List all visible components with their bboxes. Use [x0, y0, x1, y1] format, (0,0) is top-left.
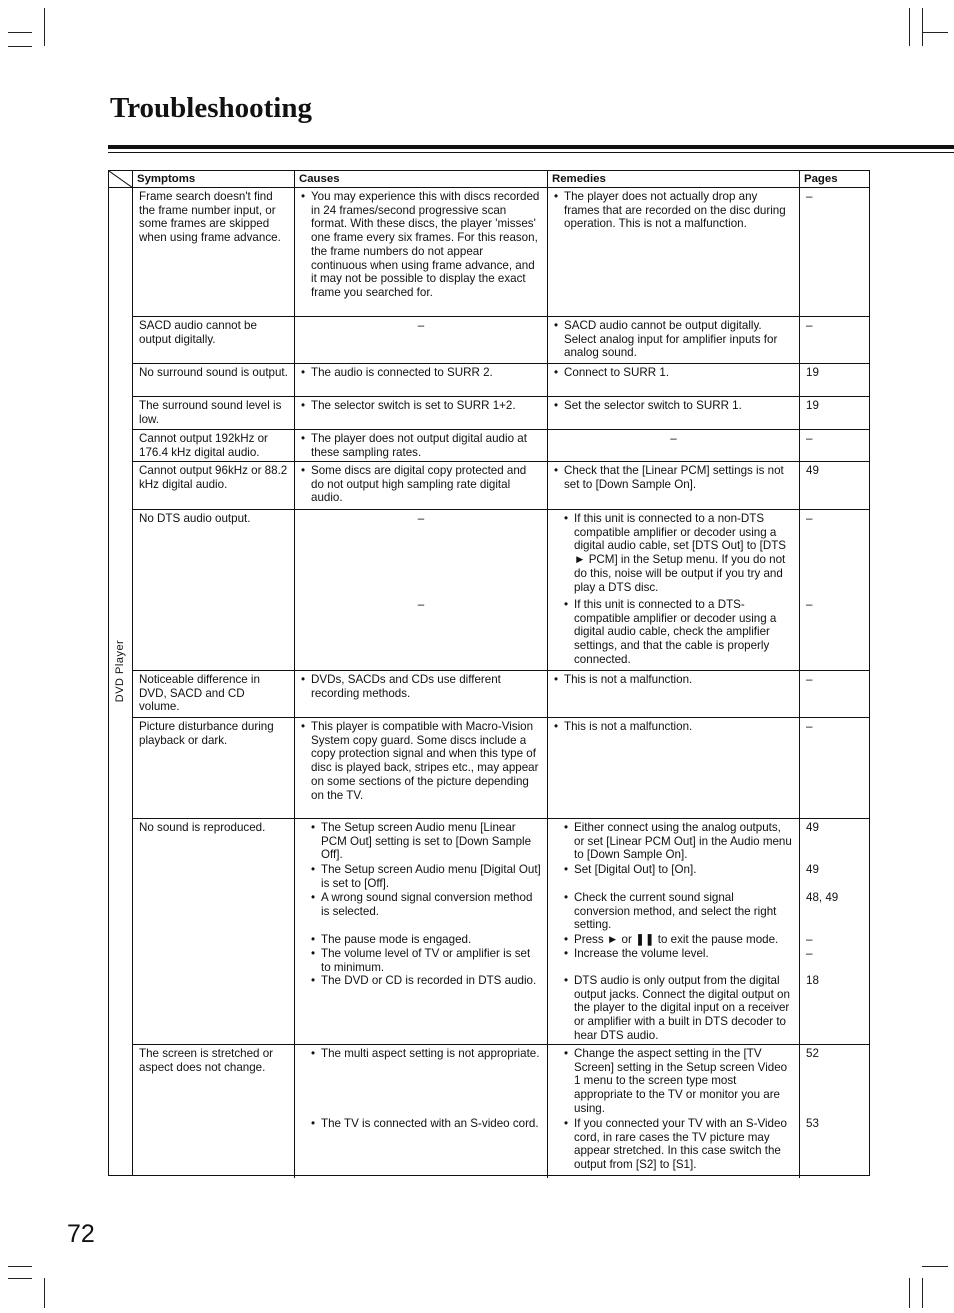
- page-ref: 49: [806, 863, 819, 876]
- page-ref: 19: [806, 399, 819, 412]
- bullet-item: • The player does not output digital audio at these sampling rates.: [301, 432, 541, 459]
- bullet-item: • If you connected your TV with an S-Video cord, in rare cases the TV picture may appear stretched. In this case switch the output from [S2] to [S1].: [564, 1117, 793, 1172]
- page-ref: –: [806, 673, 813, 686]
- bullet-item: • Connect to SURR 1.: [554, 366, 793, 380]
- bullet-item: • If this unit is connected to a DTS-compatible amplifier or decoder using a digital audio cable, check the amplifier settings, and that the cable is properly connected.: [564, 598, 793, 667]
- causes-cell: [294, 462, 547, 509]
- table-grid: [133, 171, 869, 1178]
- bullet-item: • The selector switch is set to SURR 1+2.: [301, 399, 541, 413]
- crop-mark: [8, 46, 32, 47]
- crop-mark: [8, 32, 32, 33]
- causes-cell: [294, 671, 547, 717]
- empty-dash: –: [417, 598, 425, 611]
- crop-mark: [44, 1278, 45, 1308]
- remedies-cell: [547, 462, 799, 509]
- empty-dash: –: [670, 432, 677, 445]
- pages-cell: [799, 1045, 869, 1178]
- corner-diagonal: [109, 171, 133, 188]
- table-row: [133, 718, 869, 819]
- bullet-item: • Increase the volume level.: [564, 947, 793, 961]
- bullet-item: • This is not a malfunction.: [554, 720, 793, 734]
- causes-cell: [294, 317, 547, 363]
- page-ref: 52: [806, 1047, 819, 1060]
- empty-dash: –: [417, 512, 425, 525]
- causes-cell: [294, 819, 547, 1044]
- bullet-item: • A wrong sound signal conversion method is selected.: [311, 891, 541, 918]
- page-ref: –: [806, 512, 813, 525]
- bullet-item: • The audio is connected to SURR 2.: [301, 366, 541, 380]
- pages-cell: [799, 317, 869, 363]
- remedies-cell: [547, 718, 799, 818]
- bullet-item: • The volume level of TV or amplifier is set to minimum.: [311, 947, 541, 974]
- page-ref: –: [806, 190, 813, 203]
- bullet-item: • Some discs are digital copy protected and do not output high sampling rate digital audio.: [301, 464, 541, 505]
- header-causes: Causes: [294, 171, 547, 187]
- remedies-cell: [547, 317, 799, 363]
- page-ref: –: [806, 432, 813, 445]
- page-title: Troubleshooting: [110, 92, 312, 124]
- title-rule: [108, 145, 954, 149]
- bullet-item: • This player is compatible with Macro-Vision System copy guard. Some discs include a copy protection signal and when this type of disc is played back, stripes etc., may appear on some sections of the picture depending on the TV.: [301, 720, 541, 802]
- remedies-cell: [547, 188, 799, 316]
- crop-mark: [922, 1266, 948, 1267]
- symptom-cell: Frame search doesn't find the frame number input, or some frames are skipped when using frame advance.: [139, 190, 281, 245]
- causes-cell: [294, 1045, 547, 1178]
- troubleshooting-table: [108, 170, 870, 1176]
- bullet-item: • The Setup screen Audio menu [Digital Out] is set to [Off].: [311, 863, 541, 890]
- symptom-cell: The surround sound level is low.: [139, 399, 282, 426]
- remedies-cell: [547, 430, 799, 462]
- crop-mark: [8, 1266, 32, 1267]
- crop-mark: [8, 1278, 32, 1279]
- remedies-cell: [547, 397, 799, 429]
- remedies-cell: [547, 1045, 799, 1178]
- page-ref: 49: [806, 464, 819, 477]
- pages-cell: [799, 430, 869, 462]
- page-ref: 18: [806, 974, 819, 987]
- remedies-cell: [547, 671, 799, 717]
- crop-mark: [922, 1278, 923, 1308]
- bullet-item: • Either connect using the analog outputs, or set [Linear PCM Out] in the Audio menu to [Down Sample On].: [564, 821, 793, 862]
- causes-cell: [294, 430, 547, 462]
- bullet-item: • SACD audio cannot be output digitally. Select analog input for amplifier inputs for analog sound.: [554, 319, 793, 360]
- page-number: 72: [67, 1220, 95, 1248]
- page-ref: –: [806, 720, 813, 733]
- empty-dash: –: [417, 319, 425, 332]
- causes-cell: [294, 510, 547, 670]
- crop-mark: [44, 8, 45, 46]
- bullet-item: • Check that the [Linear PCM] settings is not set to [Down Sample On].: [554, 464, 793, 491]
- pages-cell: [799, 819, 869, 1044]
- page-ref: 53: [806, 1117, 819, 1130]
- pages-cell: [799, 462, 869, 509]
- symptom-cell: Noticeable difference in DVD, SACD and CD volume.: [139, 673, 260, 714]
- bullet-item: • DVDs, SACDs and CDs use different recording methods.: [301, 673, 541, 700]
- pages-cell: [799, 510, 869, 670]
- symptom-cell: No sound is reproduced.: [139, 821, 266, 834]
- page-ref: 19: [806, 366, 819, 379]
- section-column: [109, 171, 133, 1175]
- title-rule-thin: [108, 152, 954, 153]
- bullet-item: • Set the selector switch to SURR 1.: [554, 399, 793, 413]
- table-row: [133, 819, 869, 1045]
- bullet-item: • DTS audio is only output from the digital output jacks. Connect the digital output on the player to the digital input on a receiver or amplifier with a built in DTS decoder to hear DTS audio.: [564, 974, 793, 1043]
- symptom-cell: Cannot output 96kHz or 88.2 kHz digital audio.: [139, 464, 288, 491]
- table-header-row: [133, 171, 869, 188]
- table-row: [133, 317, 869, 364]
- bullet-item: • The DVD or CD is recorded in DTS audio.: [311, 974, 541, 988]
- bullet-item: • The multi aspect setting is not appropriate.: [311, 1047, 541, 1061]
- causes-cell: [294, 718, 547, 818]
- remedies-cell: [547, 510, 799, 670]
- symptom-cell: Cannot output 192kHz or 176.4 kHz digital audio.: [139, 432, 268, 459]
- bullet-item: • This is not a malfunction.: [554, 673, 793, 687]
- table-row: [133, 364, 869, 397]
- pages-cell: [799, 188, 869, 316]
- causes-cell: [294, 188, 547, 316]
- pages-cell: [799, 671, 869, 717]
- table-row: [133, 671, 869, 718]
- section-label: DVD Player: [114, 639, 126, 703]
- pages-cell: [799, 397, 869, 429]
- symptom-cell: SACD audio cannot be output digitally.: [139, 319, 257, 346]
- pages-cell: [799, 718, 869, 818]
- page-ref: 49: [806, 821, 819, 834]
- pages-cell: [799, 364, 869, 396]
- symptom-cell: No surround sound is output.: [139, 366, 288, 379]
- page-ref: –: [806, 933, 813, 946]
- bullet-item: • You may experience this with discs recorded in 24 frames/second progressive scan format. With these discs, the player 'misses' one frame every six frames. For this reason, the frame numbers do not appear continuous when using frame advance, and it may not be possible to display the exact frame you searched for.: [301, 190, 541, 300]
- page-ref: –: [806, 598, 813, 611]
- symptom-cell: No DTS audio output.: [139, 512, 251, 525]
- header-remedies: Remedies: [547, 171, 799, 187]
- bullet-item: • The pause mode is engaged.: [311, 933, 541, 947]
- table-row: [133, 188, 869, 317]
- crop-mark: [922, 8, 923, 46]
- table-row: [133, 1045, 869, 1178]
- bullet-item: • If this unit is connected to a non-DTS compatible amplifier or decoder using a digital audio cable, set [DTS Out] to [DTS ► PCM] in the Setup menu. If you do not do this, noise will be output if you try and play a DTS disc.: [564, 512, 793, 594]
- header-symptoms: Symptoms: [137, 173, 196, 185]
- table-row: [133, 397, 869, 430]
- causes-cell: [294, 364, 547, 396]
- bullet-item: • The Setup screen Audio menu [Linear PCM Out] setting is set to [Down Sample Off].: [311, 821, 541, 862]
- remedies-cell: [547, 364, 799, 396]
- table-row: [133, 462, 869, 510]
- crop-mark: [909, 8, 910, 46]
- symptom-cell: The screen is stretched or aspect does not change.: [139, 1047, 274, 1074]
- header-pages: Pages: [799, 171, 869, 187]
- bullet-item: • Change the aspect setting in the [TV Screen] setting in the Setup screen Video 1 menu to the screen type most appropriate to the TV or monitor you are using.: [564, 1047, 793, 1116]
- remedies-cell: [547, 819, 799, 1044]
- bullet-item: • The player does not actually drop any frames that are recorded on the disc during operation. This is not a malfunction.: [554, 190, 793, 231]
- causes-cell: [294, 397, 547, 429]
- bullet-item: • The TV is connected with an S-video cord.: [311, 1117, 541, 1131]
- symptom-cell: Picture disturbance during playback or dark.: [139, 720, 274, 747]
- table-row: [133, 510, 869, 671]
- table-row: [133, 430, 869, 462]
- crop-mark: [909, 1278, 910, 1308]
- bullet-item: • Set [Digital Out] to [On].: [564, 863, 793, 877]
- page-ref: –: [806, 319, 813, 332]
- page-ref: –: [806, 947, 813, 960]
- crop-mark: [922, 32, 948, 33]
- bullet-item: • Check the current sound signal conversion method, and select the right setting.: [564, 891, 793, 932]
- bullet-item: • Press ► or ❚❚ to exit the pause mode.: [564, 933, 793, 947]
- page-ref: 48, 49: [806, 891, 839, 904]
